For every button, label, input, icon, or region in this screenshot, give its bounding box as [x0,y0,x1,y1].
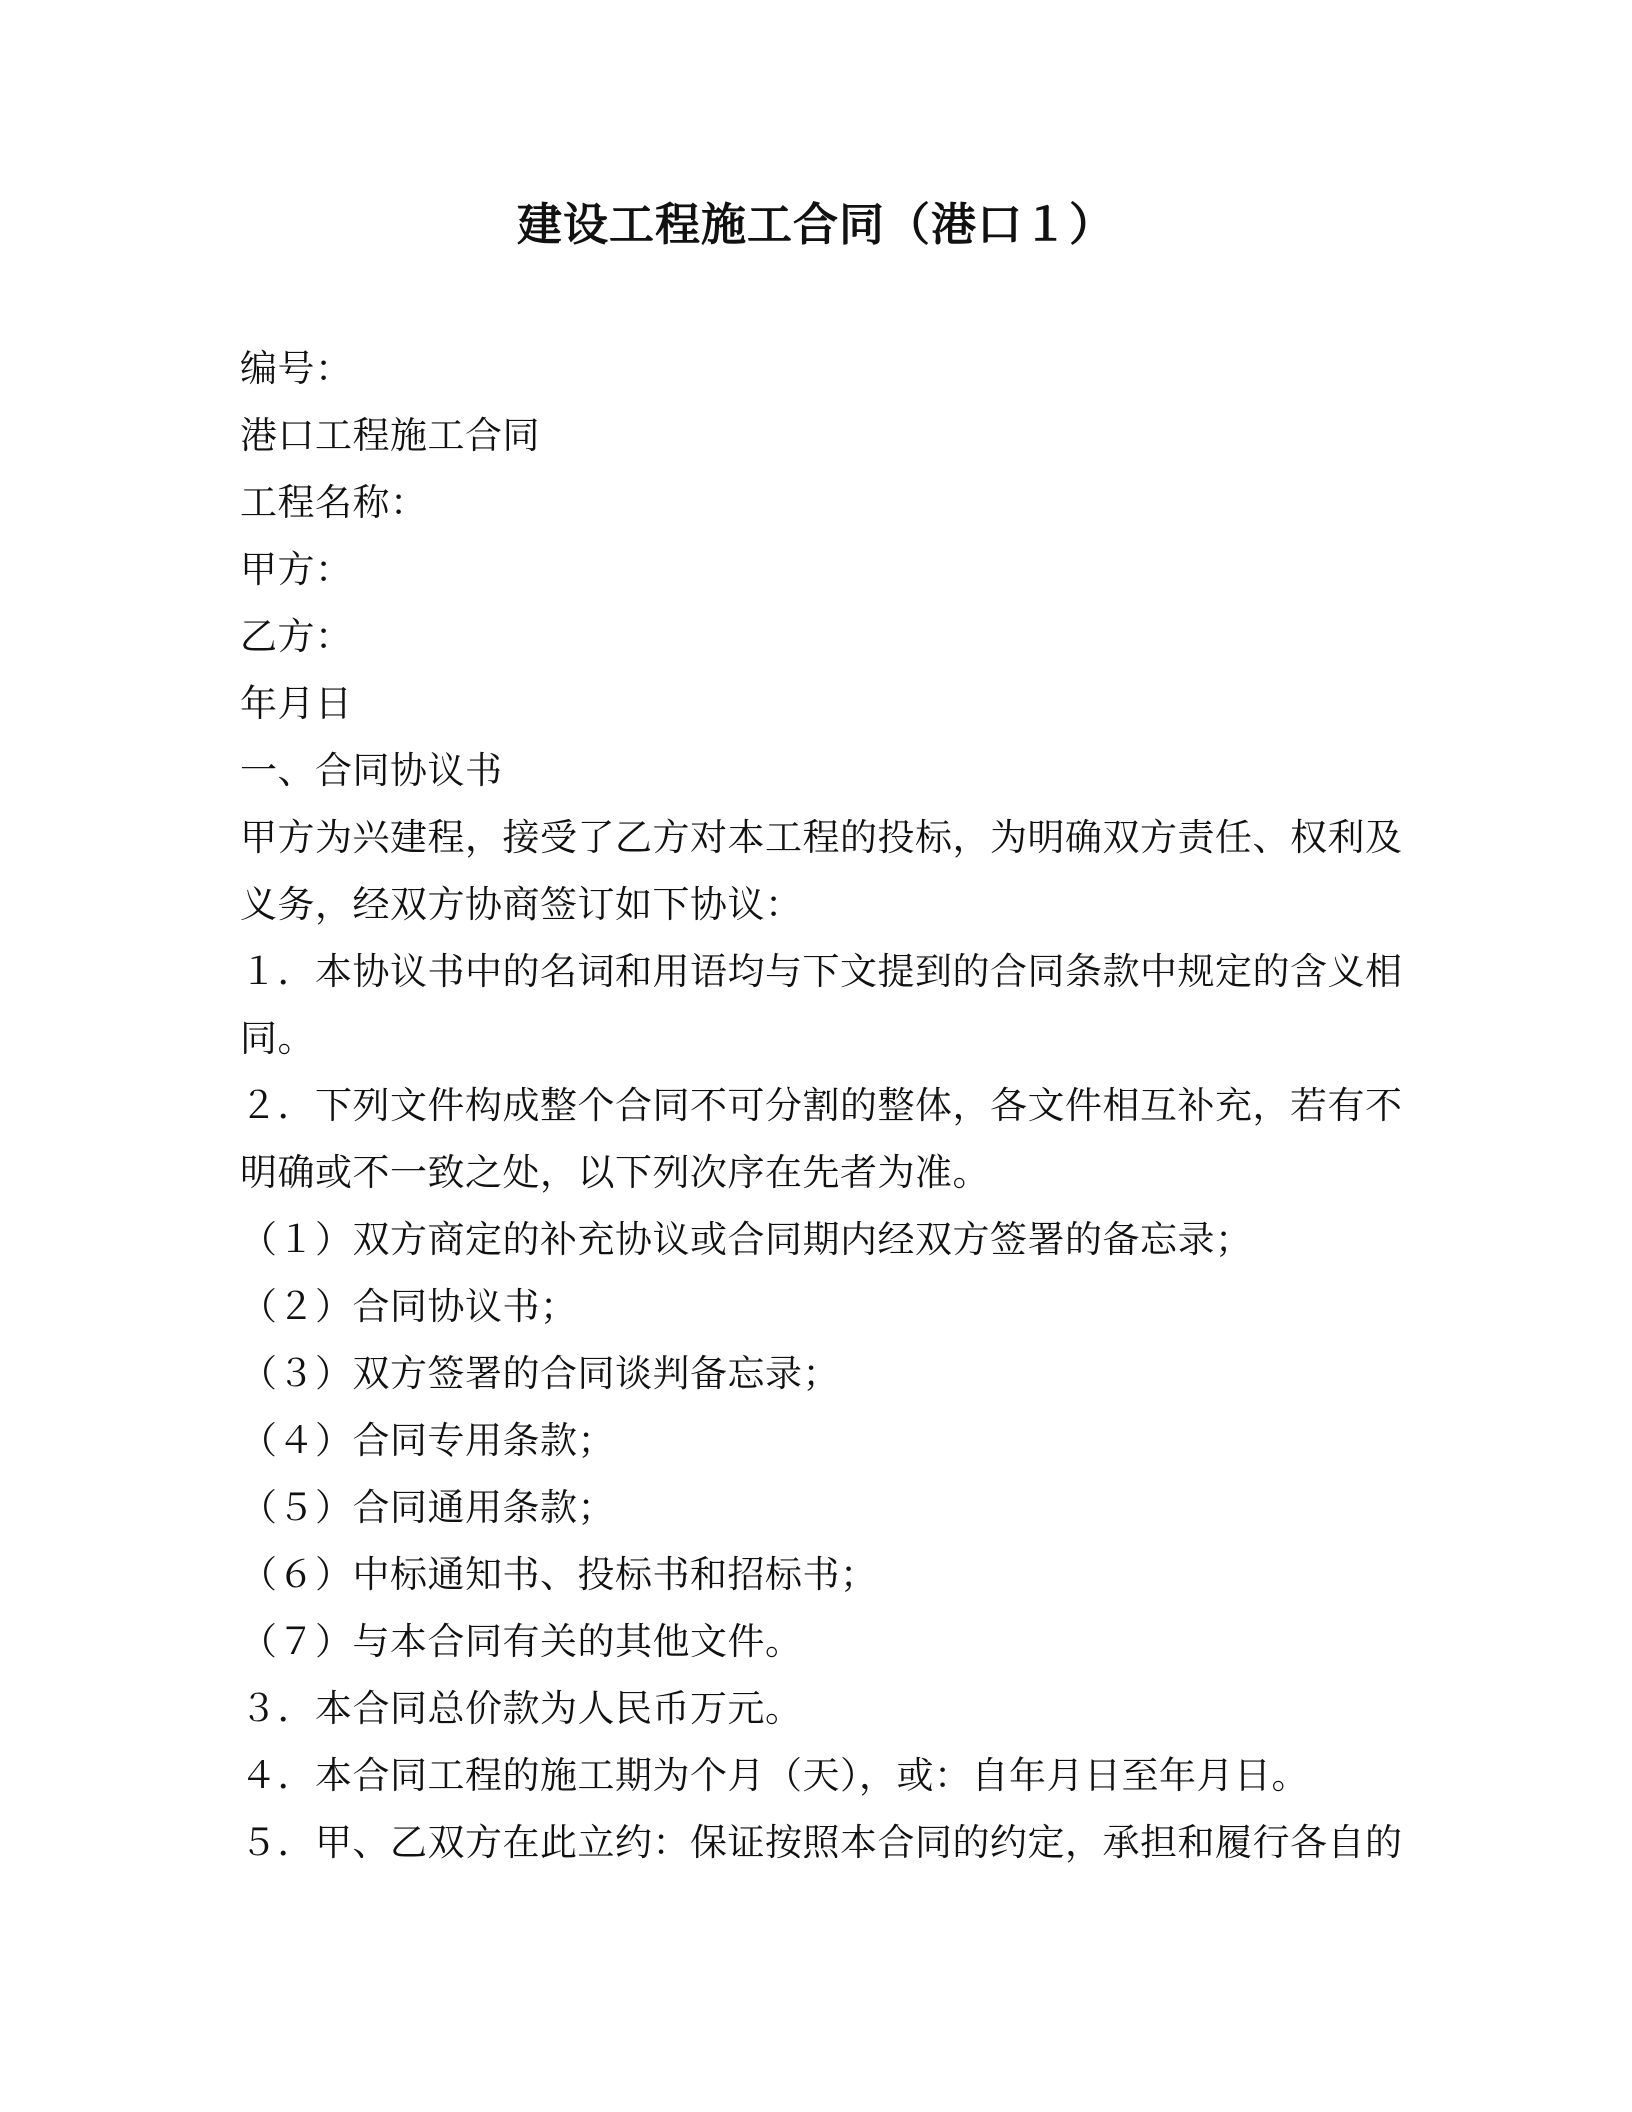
field-project-name: 工程名称： [240,481,428,524]
clause-2-line: ２．下列文件构成整个合同不可分割的整体，各文件相互补充，若有不 [240,1084,1403,1127]
clause-3-line: ３．本合同总价款为人民币万元。 [240,1687,803,1730]
list-item-6: （６）中标通知书、投标书和招标书； [240,1553,878,1596]
field-party-b: 乙方： [240,615,353,658]
list-item-2: （２）合同协议书； [240,1285,578,1328]
contract-type: 港口工程施工合同 [240,414,540,457]
document-title: 建设工程施工合同（港口１） [516,198,1115,251]
list-item-4: （４）合同专用条款； [240,1419,615,1462]
section-heading-agreement: 一、合同协议书 [240,749,503,792]
list-item-3: （３）双方签署的合同谈判备忘录； [240,1352,840,1395]
field-party-a: 甲方： [240,548,353,591]
document-body [240,335,1403,1876]
list-item-7: （７）与本合同有关的其他文件。 [240,1620,803,1663]
list-item-1: （１）双方商定的补充协议或合同期内经双方签署的备忘录； [240,1218,1253,1261]
list-item-5: （５）合同通用条款； [240,1486,615,1529]
clause-4-line: ４．本合同工程的施工期为个月（天），或：自年月日至年月日。 [240,1754,1309,1797]
clause-5-line: ５．甲、乙双方在此立约：保证按照本合同的约定，承担和履行各自的 [240,1821,1403,1864]
field-number: 编号： [240,347,353,390]
paragraph-line: 义务，经双方协商签订如下协议： [240,883,803,926]
field-date: 年月日 [240,682,353,725]
paragraph-line: 甲方为兴建程，接受了乙方对本工程的投标，为明确双方责任、权利及 [240,816,1403,859]
clause-1-line: 同。 [240,1017,315,1060]
clause-2-line: 明确或不一致之处，以下列次序在先者为准。 [240,1151,990,1194]
clause-1-line: １．本协议书中的名词和用语均与下文提到的合同条款中规定的含义相 [240,950,1403,993]
